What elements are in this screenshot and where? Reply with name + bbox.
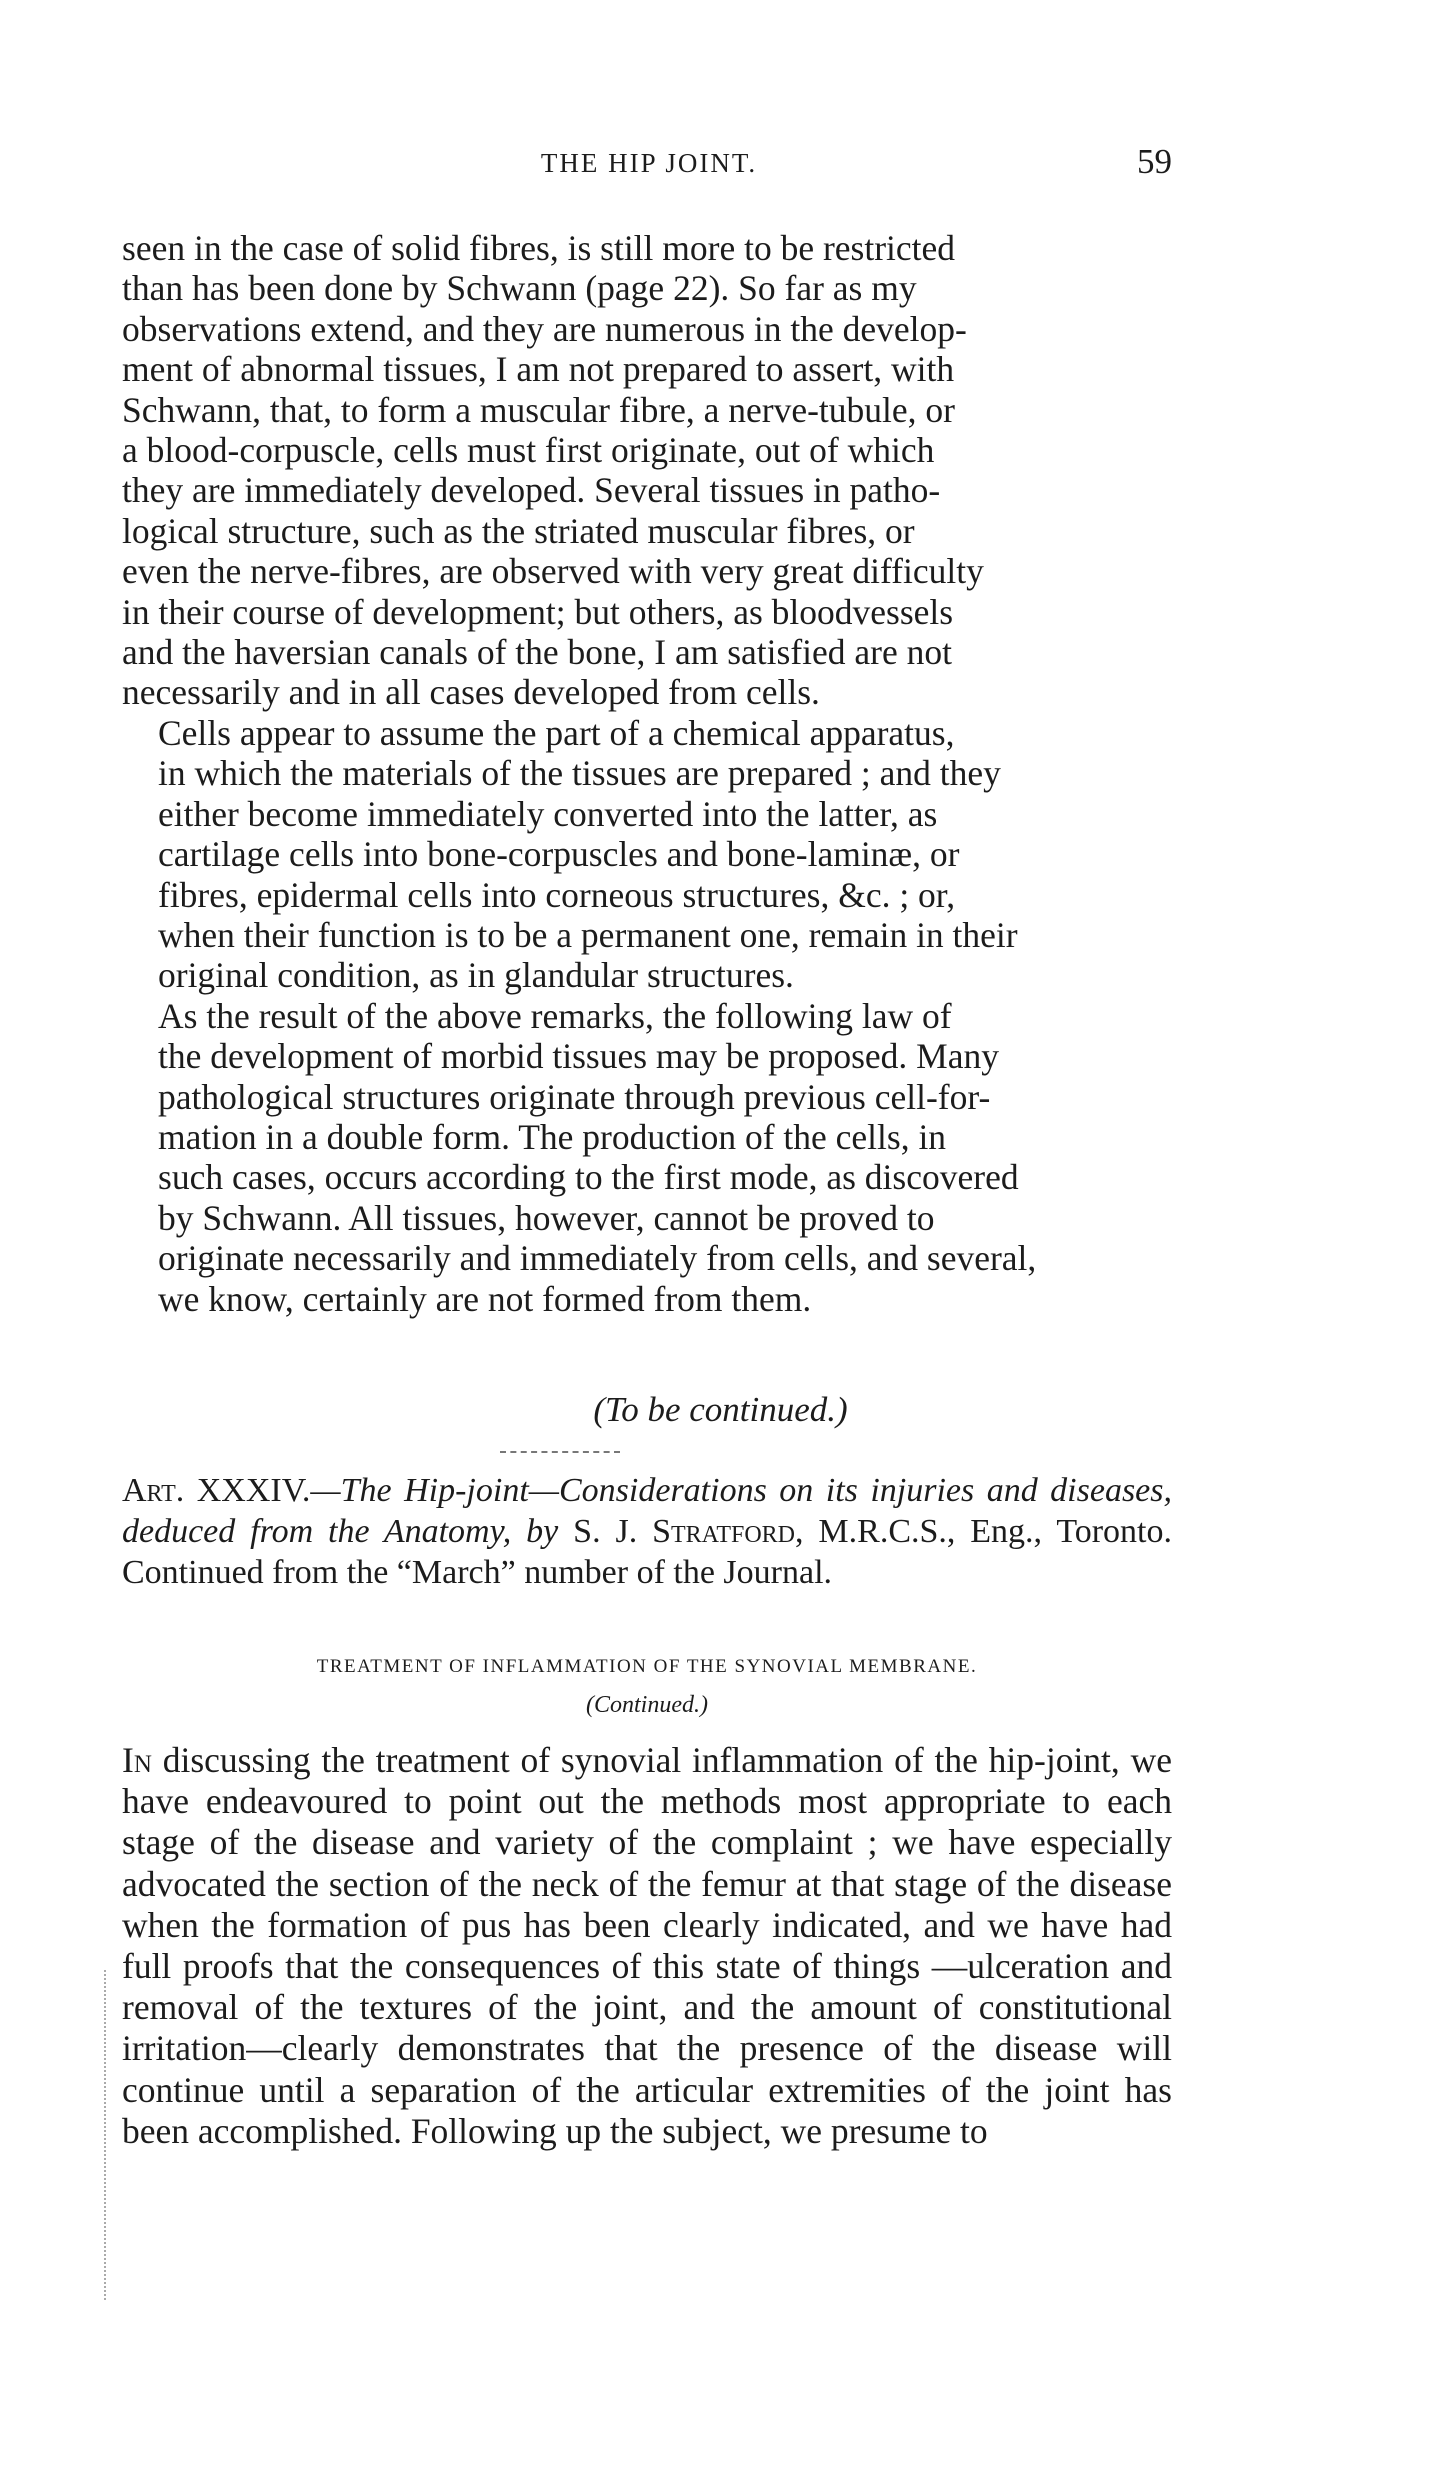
article-title: —The Hip-joint—Considerations on its injuries and diseases, deduced from the Anatomy, by: [122, 1472, 1172, 1550]
text-line: even the nerve-fibres, are observed with very great difficulty: [122, 551, 984, 592]
text-line: the development of morbid tissues may be proposed. Many: [158, 1036, 999, 1077]
text-line: mation in a double form. The production of the cells, in: [158, 1116, 947, 1157]
margin-scan-marks: [104, 1970, 112, 2300]
body-text: [122, 228, 1172, 1319]
second-body-paragraph: discussing the treatment of synovial inflammation of the hip-joint, we have endeavoured to point out the methods most appropriate to each stage of the disease and variety of the complaint ; we have especially advocated the section of the neck of the femur at that stage of the disease when the formation of pus has been clearly indicated, and we have had full proofs that the consequences of this state of things —ulceration and removal of the textures of the joint, and the amount of constitutional irritation—clearly demonstrates that the presence of the disease will continue until a separation of the articular extremities of the joint has been accomplished. Following up the subject, we presume to: [122, 1740, 1173, 2151]
page-number: 59: [1137, 142, 1172, 181]
paragraph-3: [122, 996, 1172, 1319]
continued-note: (To be continued.): [593, 1390, 848, 1429]
text-line: in their course of development; but others, as bloodvessels: [122, 591, 954, 632]
text-line: cartilage cells into bone-corpuscles and bone-laminæ, or: [158, 834, 960, 875]
section-heading: TREATMENT OF INFLAMMATION OF THE SYNOVIAL MEMBRANE.: [316, 1656, 978, 1677]
text-line: than has been done by Schwann (page 22). So far as my: [122, 268, 917, 309]
paragraph-2: [122, 713, 1172, 996]
text-line: As the result of the above remarks, the following law of: [158, 995, 952, 1036]
lead-word: In: [122, 1740, 152, 1780]
second-body-text: [122, 1740, 1172, 2152]
article-heading: [122, 1470, 1172, 1593]
text-line: originate necessarily and immediately from cells, and several,: [158, 1238, 1037, 1279]
text-line: observations extend, and they are numerous in the develop-: [122, 308, 967, 349]
text-line: either become immediately converted into the latter, as: [158, 793, 938, 834]
text-line: they are immediately developed. Several tissues in patho-: [122, 470, 941, 511]
text-line: logical structure, such as the striated muscular fibres, or: [122, 510, 915, 551]
text-line: original condition, as in glandular structures.: [158, 955, 794, 996]
text-line: when their function is to be a permanent one, remain in their: [158, 914, 1018, 955]
article-credentials: M.R.C.S., Eng., Toronto. Continued from the “March” number of the Journal.: [122, 1513, 1172, 1591]
separator-rule: [500, 1451, 620, 1453]
text-line: such cases, occurs according to the first mode, as discovered: [158, 1157, 1019, 1198]
text-line: a blood-corpuscle, cells must first originate, out of which: [122, 430, 935, 471]
section-continued: (Continued.): [586, 1692, 708, 1718]
paragraph-1: [122, 228, 1172, 713]
text-line: in which the materials of the tissues are prepared ; and they: [158, 753, 1001, 794]
text-line: Schwann, that, to form a muscular fibre, a nerve-tubule, or: [122, 389, 955, 430]
text-line: ment of abnormal tissues, I am not prepared to assert, with: [122, 349, 955, 390]
text-line: necessarily and in all cases developed from cells.: [122, 672, 820, 713]
text-line: we know, certainly are not formed from them.: [158, 1278, 812, 1319]
running-title: THE HIP JOINT.: [540, 148, 758, 178]
running-head: [126, 142, 1172, 182]
article-author: S. J. Stratford,: [573, 1513, 804, 1550]
text-line: fibres, epidermal cells into corneous structures, &c. ; or,: [158, 874, 956, 915]
text-line: seen in the case of solid fibres, is still more to be restricted: [122, 228, 956, 268]
article-number: Art. XXXIV.: [122, 1472, 311, 1509]
text-line: Cells appear to assume the part of a chemical apparatus,: [158, 712, 955, 753]
text-line: pathological structures originate through previous cell-for-: [158, 1076, 991, 1117]
text-line: by Schwann. All tissues, however, cannot be proved to: [158, 1197, 935, 1238]
text-line: and the haversian canals of the bone, I am satisfied are not: [122, 632, 952, 673]
